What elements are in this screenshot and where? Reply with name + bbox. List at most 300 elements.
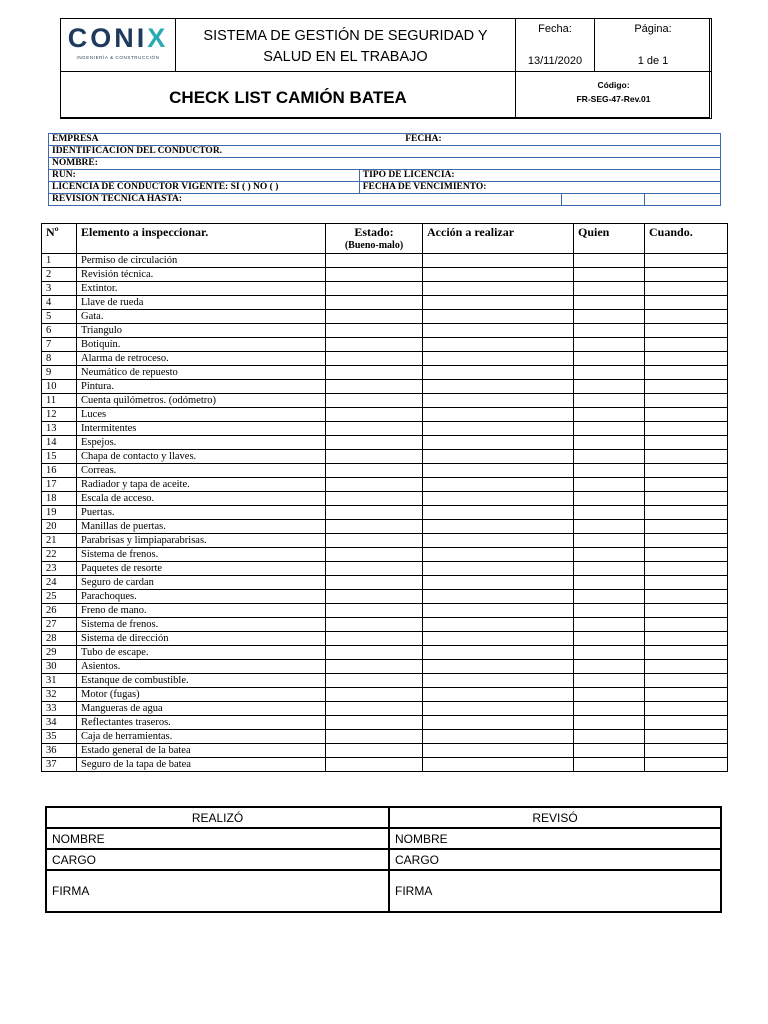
when-cell[interactable] bbox=[645, 590, 728, 604]
status-cell[interactable] bbox=[326, 716, 423, 730]
status-cell[interactable] bbox=[326, 576, 423, 590]
action-cell[interactable] bbox=[423, 674, 574, 688]
who-cell[interactable] bbox=[574, 660, 645, 674]
status-header-sub: (Bueno-malo) bbox=[344, 240, 404, 251]
document-title: CHECK LIST CAMIÓN BATEA bbox=[169, 88, 407, 107]
checklist-row bbox=[42, 618, 728, 632]
item-number: 17 bbox=[42, 478, 77, 492]
when-cell[interactable] bbox=[645, 660, 728, 674]
item-name: Radiador y tapa de aceite. bbox=[77, 478, 326, 492]
when-cell[interactable] bbox=[645, 674, 728, 688]
status-cell[interactable] bbox=[326, 562, 423, 576]
who-cell[interactable] bbox=[574, 674, 645, 688]
item-name: Motor (fugas) bbox=[77, 688, 326, 702]
who-cell[interactable] bbox=[574, 744, 645, 758]
item-name: Caja de herramientas. bbox=[77, 730, 326, 744]
action-cell[interactable] bbox=[423, 702, 574, 716]
inspection-checklist-table bbox=[41, 223, 728, 772]
action-cell[interactable] bbox=[423, 436, 574, 450]
status-cell[interactable] bbox=[326, 268, 423, 282]
code-label: Código: bbox=[597, 80, 630, 90]
info-row bbox=[49, 134, 721, 146]
action-cell[interactable] bbox=[423, 758, 574, 772]
item-name: Botiquín. bbox=[77, 338, 326, 352]
action-cell[interactable] bbox=[423, 450, 574, 464]
signature-header-row bbox=[46, 807, 721, 828]
action-cell[interactable] bbox=[423, 534, 574, 548]
when-cell[interactable] bbox=[645, 394, 728, 408]
when-cell[interactable] bbox=[645, 646, 728, 660]
company-logo bbox=[61, 23, 175, 54]
checklist-row bbox=[42, 702, 728, 716]
col-number-header: Nº bbox=[42, 224, 77, 254]
checklist-row bbox=[42, 506, 728, 520]
who-cell[interactable] bbox=[574, 646, 645, 660]
item-name: Alarma de retroceso. bbox=[77, 352, 326, 366]
item-number: 18 bbox=[42, 492, 77, 506]
item-number: 35 bbox=[42, 730, 77, 744]
when-cell[interactable] bbox=[645, 408, 728, 422]
info-row bbox=[49, 158, 721, 170]
action-cell[interactable] bbox=[423, 506, 574, 520]
when-cell[interactable] bbox=[645, 548, 728, 562]
item-number: 6 bbox=[42, 324, 77, 338]
who-cell[interactable] bbox=[574, 450, 645, 464]
who-cell[interactable] bbox=[574, 436, 645, 450]
item-name: Tubo de escape. bbox=[77, 646, 326, 660]
reviso-nombre-field[interactable]: NOMBRE bbox=[389, 828, 721, 849]
logo-cell bbox=[60, 18, 176, 72]
item-number: 23 bbox=[42, 562, 77, 576]
when-cell[interactable] bbox=[645, 716, 728, 730]
item-number: 7 bbox=[42, 338, 77, 352]
item-number: 1 bbox=[42, 254, 77, 268]
status-cell[interactable] bbox=[326, 436, 423, 450]
action-cell[interactable] bbox=[423, 562, 574, 576]
action-cell[interactable] bbox=[423, 338, 574, 352]
action-cell[interactable] bbox=[423, 632, 574, 646]
status-cell[interactable] bbox=[326, 660, 423, 674]
status-cell[interactable] bbox=[326, 730, 423, 744]
item-name: Seguro de cardan bbox=[77, 576, 326, 590]
action-cell[interactable] bbox=[423, 254, 574, 268]
who-cell[interactable] bbox=[574, 352, 645, 366]
action-cell[interactable] bbox=[423, 366, 574, 380]
status-cell[interactable] bbox=[326, 282, 423, 296]
item-number: 5 bbox=[42, 310, 77, 324]
who-cell[interactable] bbox=[574, 618, 645, 632]
item-name: Chapa de contacto y llaves. bbox=[77, 450, 326, 464]
action-cell[interactable] bbox=[423, 716, 574, 730]
who-cell[interactable] bbox=[574, 702, 645, 716]
info-row bbox=[49, 194, 721, 206]
item-number: 12 bbox=[42, 408, 77, 422]
action-cell[interactable] bbox=[423, 660, 574, 674]
col-when-header: Cuando. bbox=[645, 224, 728, 254]
tipo-licencia-field[interactable]: TIPO DE LICENCIA: bbox=[359, 170, 720, 182]
item-name: Reflectantes traseros. bbox=[77, 716, 326, 730]
when-cell[interactable] bbox=[645, 576, 728, 590]
action-cell[interactable] bbox=[423, 478, 574, 492]
checklist-row bbox=[42, 352, 728, 366]
item-name: Sistema de frenos. bbox=[77, 618, 326, 632]
col-action-header: Acción a realizar bbox=[423, 224, 574, 254]
info-row bbox=[49, 170, 721, 182]
when-cell[interactable] bbox=[645, 632, 728, 646]
action-cell[interactable] bbox=[423, 408, 574, 422]
when-cell[interactable] bbox=[645, 730, 728, 744]
item-name: Espejos. bbox=[77, 436, 326, 450]
item-number: 36 bbox=[42, 744, 77, 758]
item-name: Triangulo bbox=[77, 324, 326, 338]
status-cell[interactable] bbox=[326, 408, 423, 422]
action-cell[interactable] bbox=[423, 576, 574, 590]
status-cell[interactable] bbox=[326, 352, 423, 366]
checklist-row bbox=[42, 660, 728, 674]
system-name-line2: SALUD EN EL TRABAJO bbox=[263, 49, 428, 65]
checklist-row bbox=[42, 730, 728, 744]
item-number: 4 bbox=[42, 296, 77, 310]
checklist-row bbox=[42, 576, 728, 590]
who-cell[interactable] bbox=[574, 310, 645, 324]
status-cell[interactable] bbox=[326, 310, 423, 324]
action-cell[interactable] bbox=[423, 646, 574, 660]
when-cell[interactable] bbox=[645, 520, 728, 534]
item-number: 25 bbox=[42, 590, 77, 604]
status-cell[interactable] bbox=[326, 506, 423, 520]
when-cell[interactable] bbox=[645, 324, 728, 338]
who-cell[interactable] bbox=[574, 478, 645, 492]
who-cell[interactable] bbox=[574, 254, 645, 268]
item-name: Cuenta quilómetros. (odómetro) bbox=[77, 394, 326, 408]
date-value: 13/11/2020 bbox=[527, 55, 583, 67]
item-name: Puertas. bbox=[77, 506, 326, 520]
status-cell[interactable] bbox=[326, 492, 423, 506]
who-cell[interactable] bbox=[574, 548, 645, 562]
when-cell[interactable] bbox=[645, 688, 728, 702]
status-cell[interactable] bbox=[326, 618, 423, 632]
checklist-row bbox=[42, 436, 728, 450]
item-number: 8 bbox=[42, 352, 77, 366]
nombre-field[interactable]: NOMBRE: bbox=[49, 158, 721, 170]
code-value: FR-SEG-47-Rev.01 bbox=[576, 94, 651, 104]
checklist-row bbox=[42, 296, 728, 310]
item-number: 26 bbox=[42, 604, 77, 618]
fecha-vencimiento-field[interactable]: FECHA DE VENCIMIENTO: bbox=[359, 182, 720, 194]
checklist-row bbox=[42, 366, 728, 380]
realizo-firma-field[interactable]: FIRMA bbox=[46, 870, 389, 912]
action-cell[interactable] bbox=[423, 604, 574, 618]
who-cell[interactable] bbox=[574, 464, 645, 478]
checklist-row bbox=[42, 688, 728, 702]
item-name: Asientos. bbox=[77, 660, 326, 674]
item-name: Correas. bbox=[77, 464, 326, 478]
item-name: Estanque de combustible. bbox=[77, 674, 326, 688]
checklist-row bbox=[42, 464, 728, 478]
who-cell[interactable] bbox=[574, 422, 645, 436]
when-cell[interactable] bbox=[645, 352, 728, 366]
when-cell[interactable] bbox=[645, 422, 728, 436]
identificacion-heading: IDENTIFICACIÓN DEL CONDUCTOR. bbox=[49, 146, 721, 158]
who-cell[interactable] bbox=[574, 492, 645, 506]
checklist-row bbox=[42, 450, 728, 464]
date-cell bbox=[515, 18, 595, 72]
item-name: Pintura. bbox=[77, 380, 326, 394]
when-cell[interactable] bbox=[645, 534, 728, 548]
status-cell[interactable] bbox=[326, 646, 423, 660]
item-name: Extintor. bbox=[77, 282, 326, 296]
action-cell[interactable] bbox=[423, 464, 574, 478]
item-name: Sistema de frenos. bbox=[77, 548, 326, 562]
page-label: Página: bbox=[634, 23, 672, 35]
checklist-row bbox=[42, 268, 728, 282]
logo-text: CONI bbox=[67, 23, 148, 53]
checklist-row bbox=[42, 422, 728, 436]
item-name: Sistema de dirección bbox=[77, 632, 326, 646]
when-cell[interactable] bbox=[645, 492, 728, 506]
status-cell[interactable] bbox=[326, 590, 423, 604]
who-cell[interactable] bbox=[574, 562, 645, 576]
item-name: Parabrisas y limpiaparabrisas. bbox=[77, 534, 326, 548]
action-cell[interactable] bbox=[423, 688, 574, 702]
item-name: Manillas de puertas. bbox=[77, 520, 326, 534]
who-cell[interactable] bbox=[574, 296, 645, 310]
who-cell[interactable] bbox=[574, 730, 645, 744]
item-number: 33 bbox=[42, 702, 77, 716]
item-number: 14 bbox=[42, 436, 77, 450]
when-cell[interactable] bbox=[645, 296, 728, 310]
who-cell[interactable] bbox=[574, 338, 645, 352]
info-row bbox=[49, 182, 721, 194]
when-cell[interactable] bbox=[645, 450, 728, 464]
driver-info-table bbox=[48, 133, 721, 206]
item-name: Llave de rueda bbox=[77, 296, 326, 310]
item-number: 28 bbox=[42, 632, 77, 646]
when-cell[interactable] bbox=[645, 310, 728, 324]
who-cell[interactable] bbox=[574, 632, 645, 646]
status-cell[interactable] bbox=[326, 548, 423, 562]
signature-row bbox=[46, 849, 721, 870]
checklist-row bbox=[42, 492, 728, 506]
revision-tecnica-field[interactable]: REVISION TECNICA HASTA: bbox=[49, 194, 562, 206]
when-cell[interactable] bbox=[645, 478, 728, 492]
who-cell[interactable] bbox=[574, 380, 645, 394]
realizo-cargo-field[interactable]: CARGO bbox=[46, 849, 389, 870]
status-cell[interactable] bbox=[326, 534, 423, 548]
status-cell[interactable] bbox=[326, 380, 423, 394]
item-name: Seguro de la tapa de batea bbox=[77, 758, 326, 772]
status-cell[interactable] bbox=[326, 366, 423, 380]
action-cell[interactable] bbox=[423, 520, 574, 534]
action-cell[interactable] bbox=[423, 590, 574, 604]
who-cell[interactable] bbox=[574, 576, 645, 590]
title-cell bbox=[60, 71, 516, 119]
checklist-row bbox=[42, 744, 728, 758]
item-name: Revisión técnica. bbox=[77, 268, 326, 282]
item-name: Intermitentes bbox=[77, 422, 326, 436]
code-cell bbox=[515, 71, 712, 119]
item-name: Parachoques. bbox=[77, 590, 326, 604]
status-cell[interactable] bbox=[326, 254, 423, 268]
item-number: 20 bbox=[42, 520, 77, 534]
who-cell[interactable] bbox=[574, 506, 645, 520]
empresa-field[interactable]: EMPRESA bbox=[49, 134, 360, 146]
when-cell[interactable] bbox=[645, 758, 728, 772]
system-name bbox=[176, 26, 515, 68]
item-name: Mangueras de agua bbox=[77, 702, 326, 716]
status-cell[interactable] bbox=[326, 758, 423, 772]
checklist-row bbox=[42, 310, 728, 324]
checklist-row bbox=[42, 716, 728, 730]
status-cell[interactable] bbox=[326, 394, 423, 408]
item-number: 37 bbox=[42, 758, 77, 772]
status-cell[interactable] bbox=[326, 604, 423, 618]
status-header-label: Estado: bbox=[354, 225, 394, 239]
item-name: Luces bbox=[77, 408, 326, 422]
item-number: 21 bbox=[42, 534, 77, 548]
item-name: Estado general de la batea bbox=[77, 744, 326, 758]
status-cell[interactable] bbox=[326, 478, 423, 492]
status-cell[interactable] bbox=[326, 422, 423, 436]
who-cell[interactable] bbox=[574, 534, 645, 548]
who-cell[interactable] bbox=[574, 688, 645, 702]
run-field[interactable]: RUN: bbox=[49, 170, 360, 182]
revision-extra-cell-1[interactable] bbox=[562, 194, 645, 206]
signature-table bbox=[45, 806, 722, 913]
item-number: 15 bbox=[42, 450, 77, 464]
reviso-firma-field[interactable]: FIRMA bbox=[389, 870, 721, 912]
reviso-cargo-field[interactable]: CARGO bbox=[389, 849, 721, 870]
who-cell[interactable] bbox=[574, 366, 645, 380]
realizo-header: REALIZÓ bbox=[46, 807, 389, 828]
checklist-row bbox=[42, 632, 728, 646]
item-number: 31 bbox=[42, 674, 77, 688]
checklist-body bbox=[42, 254, 728, 772]
checklist-row bbox=[42, 338, 728, 352]
item-number: 24 bbox=[42, 576, 77, 590]
checklist-row bbox=[42, 548, 728, 562]
who-cell[interactable] bbox=[574, 590, 645, 604]
status-cell[interactable] bbox=[326, 324, 423, 338]
item-number: 30 bbox=[42, 660, 77, 674]
who-cell[interactable] bbox=[574, 520, 645, 534]
when-cell[interactable] bbox=[645, 744, 728, 758]
item-name: Paquetes de resorte bbox=[77, 562, 326, 576]
checklist-row bbox=[42, 590, 728, 604]
checklist-row bbox=[42, 562, 728, 576]
action-cell[interactable] bbox=[423, 282, 574, 296]
date-label: Fecha: bbox=[538, 23, 572, 35]
item-name: Gata. bbox=[77, 310, 326, 324]
status-cell[interactable] bbox=[326, 520, 423, 534]
action-cell[interactable] bbox=[423, 730, 574, 744]
status-cell[interactable] bbox=[326, 632, 423, 646]
when-cell[interactable] bbox=[645, 254, 728, 268]
action-cell[interactable] bbox=[423, 394, 574, 408]
logo-text-accent: X bbox=[147, 23, 169, 53]
item-number: 11 bbox=[42, 394, 77, 408]
when-cell[interactable] bbox=[645, 604, 728, 618]
when-cell[interactable] bbox=[645, 464, 728, 478]
col-element-header: Elemento a inspeccionar. bbox=[77, 224, 326, 254]
when-cell[interactable] bbox=[645, 436, 728, 450]
when-cell[interactable] bbox=[645, 338, 728, 352]
item-number: 9 bbox=[42, 366, 77, 380]
revision-extra-cell-2[interactable] bbox=[645, 194, 721, 206]
action-cell[interactable] bbox=[423, 310, 574, 324]
checklist-row bbox=[42, 282, 728, 296]
fecha-field[interactable]: FECHA: bbox=[359, 134, 720, 146]
page-value: 1 de 1 bbox=[637, 55, 669, 67]
status-cell[interactable] bbox=[326, 688, 423, 702]
when-cell[interactable] bbox=[645, 618, 728, 632]
who-cell[interactable] bbox=[574, 758, 645, 772]
action-cell[interactable] bbox=[423, 296, 574, 310]
status-cell[interactable] bbox=[326, 702, 423, 716]
checklist-row bbox=[42, 408, 728, 422]
action-cell[interactable] bbox=[423, 380, 574, 394]
checklist-row bbox=[42, 604, 728, 618]
item-name: Permiso de circulación bbox=[77, 254, 326, 268]
who-cell[interactable] bbox=[574, 604, 645, 618]
page-cell bbox=[594, 18, 712, 72]
signature-row bbox=[46, 870, 721, 912]
realizo-nombre-field[interactable]: NOMBRE bbox=[46, 828, 389, 849]
who-cell[interactable] bbox=[574, 408, 645, 422]
who-cell[interactable] bbox=[574, 716, 645, 730]
action-cell[interactable] bbox=[423, 352, 574, 366]
action-cell[interactable] bbox=[423, 548, 574, 562]
action-cell[interactable] bbox=[423, 492, 574, 506]
status-cell[interactable] bbox=[326, 744, 423, 758]
action-cell[interactable] bbox=[423, 618, 574, 632]
when-cell[interactable] bbox=[645, 702, 728, 716]
status-cell[interactable] bbox=[326, 464, 423, 478]
item-name: Neumático de repuesto bbox=[77, 366, 326, 380]
checklist-row bbox=[42, 674, 728, 688]
when-cell[interactable] bbox=[645, 506, 728, 520]
when-cell[interactable] bbox=[645, 366, 728, 380]
who-cell[interactable] bbox=[574, 282, 645, 296]
when-cell[interactable] bbox=[645, 268, 728, 282]
checklist-row bbox=[42, 758, 728, 772]
item-number: 29 bbox=[42, 646, 77, 660]
checklist-row bbox=[42, 520, 728, 534]
when-cell[interactable] bbox=[645, 380, 728, 394]
col-status-header bbox=[326, 224, 423, 254]
action-cell[interactable] bbox=[423, 422, 574, 436]
checklist-row bbox=[42, 478, 728, 492]
action-cell[interactable] bbox=[423, 744, 574, 758]
when-cell[interactable] bbox=[645, 282, 728, 296]
who-cell[interactable] bbox=[574, 394, 645, 408]
checklist-row bbox=[42, 380, 728, 394]
item-number: 16 bbox=[42, 464, 77, 478]
status-cell[interactable] bbox=[326, 296, 423, 310]
action-cell[interactable] bbox=[423, 324, 574, 338]
when-cell[interactable] bbox=[645, 562, 728, 576]
status-cell[interactable] bbox=[326, 338, 423, 352]
action-cell[interactable] bbox=[423, 268, 574, 282]
status-cell[interactable] bbox=[326, 450, 423, 464]
who-cell[interactable] bbox=[574, 268, 645, 282]
system-name-cell bbox=[175, 18, 516, 72]
who-cell[interactable] bbox=[574, 324, 645, 338]
status-cell[interactable] bbox=[326, 674, 423, 688]
item-number: 34 bbox=[42, 716, 77, 730]
licencia-vigente-field[interactable]: LICENCIA DE CONDUCTOR VIGENTE: SI ( ) NO ( ) bbox=[49, 182, 360, 194]
checklist-header-row bbox=[42, 224, 728, 254]
